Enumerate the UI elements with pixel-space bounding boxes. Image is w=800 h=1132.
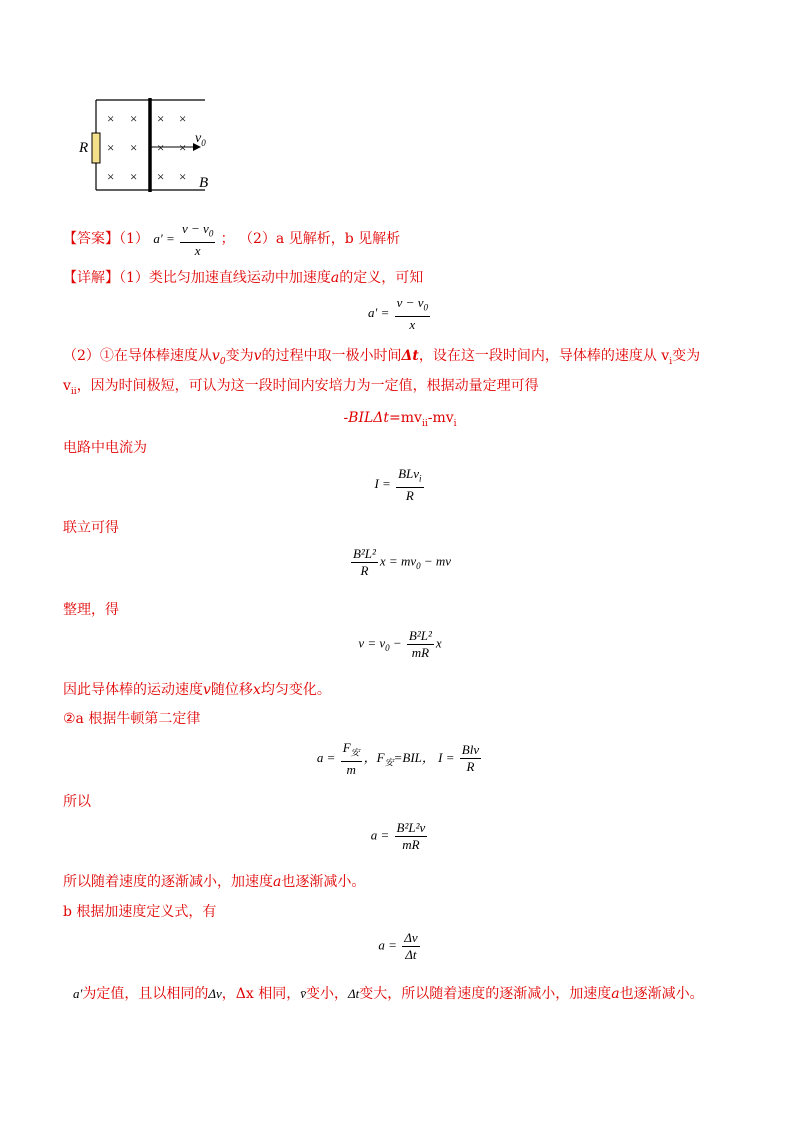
equation-1 bbox=[0, 295, 800, 333]
newton-text: ②a 根据牛顿第二定律 bbox=[63, 711, 201, 727]
field-cross: × bbox=[107, 111, 115, 126]
field-cross: × bbox=[130, 111, 138, 126]
answer-separator: ； bbox=[220, 230, 235, 247]
combine-text: 联立可得 bbox=[63, 520, 119, 536]
answer-formula bbox=[153, 221, 220, 258]
answer-line bbox=[63, 221, 400, 259]
equation-7: a = $\frac{\text{B²L²v}}{mR}$ bbox=[370, 820, 426, 852]
eq1-numerator: v − v bbox=[396, 295, 424, 310]
resistor bbox=[92, 133, 100, 163]
velocity-label: $v_0$ bbox=[195, 131, 206, 148]
eq1-lhs: a′ = bbox=[368, 304, 390, 320]
detail-tag: 【详解】 bbox=[63, 270, 119, 286]
field-cross: × bbox=[130, 140, 138, 155]
eq1-denominator: x bbox=[409, 316, 416, 332]
field-label: B bbox=[199, 175, 209, 191]
field-cross: × bbox=[130, 169, 138, 184]
equation-6: a = $\frac{F_安}{m}$ ，$F_安=BIL$， I = $\frac{\text{Blv}}{R}$ bbox=[316, 740, 480, 777]
equation-5: $v = v_0$ − $\frac{\text{B²L²}}{mR}$ x bbox=[358, 628, 442, 660]
field-cross: × bbox=[179, 169, 187, 184]
detail-var-a: a bbox=[330, 270, 340, 286]
equation-4: $\frac{\text{B²L²}}{R}$ $x = mv_0$ − mv bbox=[352, 546, 452, 578]
detail-line1 bbox=[63, 268, 423, 288]
equation-2: $-BIL\Delta t=mv_{ii}-mv_i$ bbox=[343, 410, 457, 429]
equation-8: a = $\frac{\Delta v}{\Delta t}$ bbox=[378, 930, 418, 962]
part2-line2: $v_{ii}$，因为时间极短，可认为这一段时间内安培力为一定值，根据动量定理可得 bbox=[63, 378, 539, 397]
so-text: 所以 bbox=[63, 794, 91, 810]
detail-line1-post: 的定义，可知 bbox=[339, 270, 424, 286]
answer-denominator: x bbox=[194, 242, 201, 258]
answer-part2: （2）a 见解析，b 见解析 bbox=[239, 230, 401, 247]
resistor-label: R bbox=[79, 140, 89, 156]
part2-line1: （2）①在导体棒速度从$v_0$变为v的过程中取一极小时间Δt，设在这一段时间内，导体棒的速度从 $v_i$变为 bbox=[63, 348, 701, 367]
answer-fraction: $\frac{v - v_0}{x}$ bbox=[182, 221, 214, 258]
field-cross: × bbox=[157, 111, 165, 126]
arrange-text: 整理，得 bbox=[63, 602, 119, 618]
field-cross: × bbox=[179, 111, 187, 126]
detail-line1-pre: （1）类比匀加速直线运动中加速度 bbox=[119, 270, 331, 286]
answer-tag: 【答案】 bbox=[63, 230, 119, 247]
field-cross: × bbox=[107, 140, 115, 155]
field-cross: × bbox=[179, 140, 187, 155]
eq1-fraction: $\frac{v - v_0}{x}$ bbox=[396, 295, 428, 332]
current-text: 电路中电流为 bbox=[63, 440, 147, 456]
field-cross: × bbox=[107, 169, 115, 184]
answer-numerator: v − v bbox=[182, 221, 209, 236]
equation-3: I = $\frac{BLv_i}{R}$ bbox=[374, 466, 422, 503]
circuit-diagram bbox=[75, 95, 225, 195]
conclusion-2: 所以随着速度的逐渐减小，加速度a也逐渐减小。 bbox=[63, 874, 366, 890]
field-cross: × bbox=[157, 169, 165, 184]
answer-formula-lhs: a′ = bbox=[153, 230, 175, 246]
field-cross: × bbox=[157, 140, 165, 155]
answer-part1-prefix: （1） bbox=[119, 230, 149, 247]
final-line: a′为定值，且以相同的Δv，Δx 相同，v̄变小，Δt变大，所以随着速度的逐渐减小，加速度a也逐渐减小。 bbox=[73, 986, 704, 1002]
definition-text: b 根据加速度定义式，有 bbox=[63, 904, 217, 920]
conclusion-1: 因此导体棒的运动速度v随位移x均匀变化。 bbox=[63, 682, 331, 698]
